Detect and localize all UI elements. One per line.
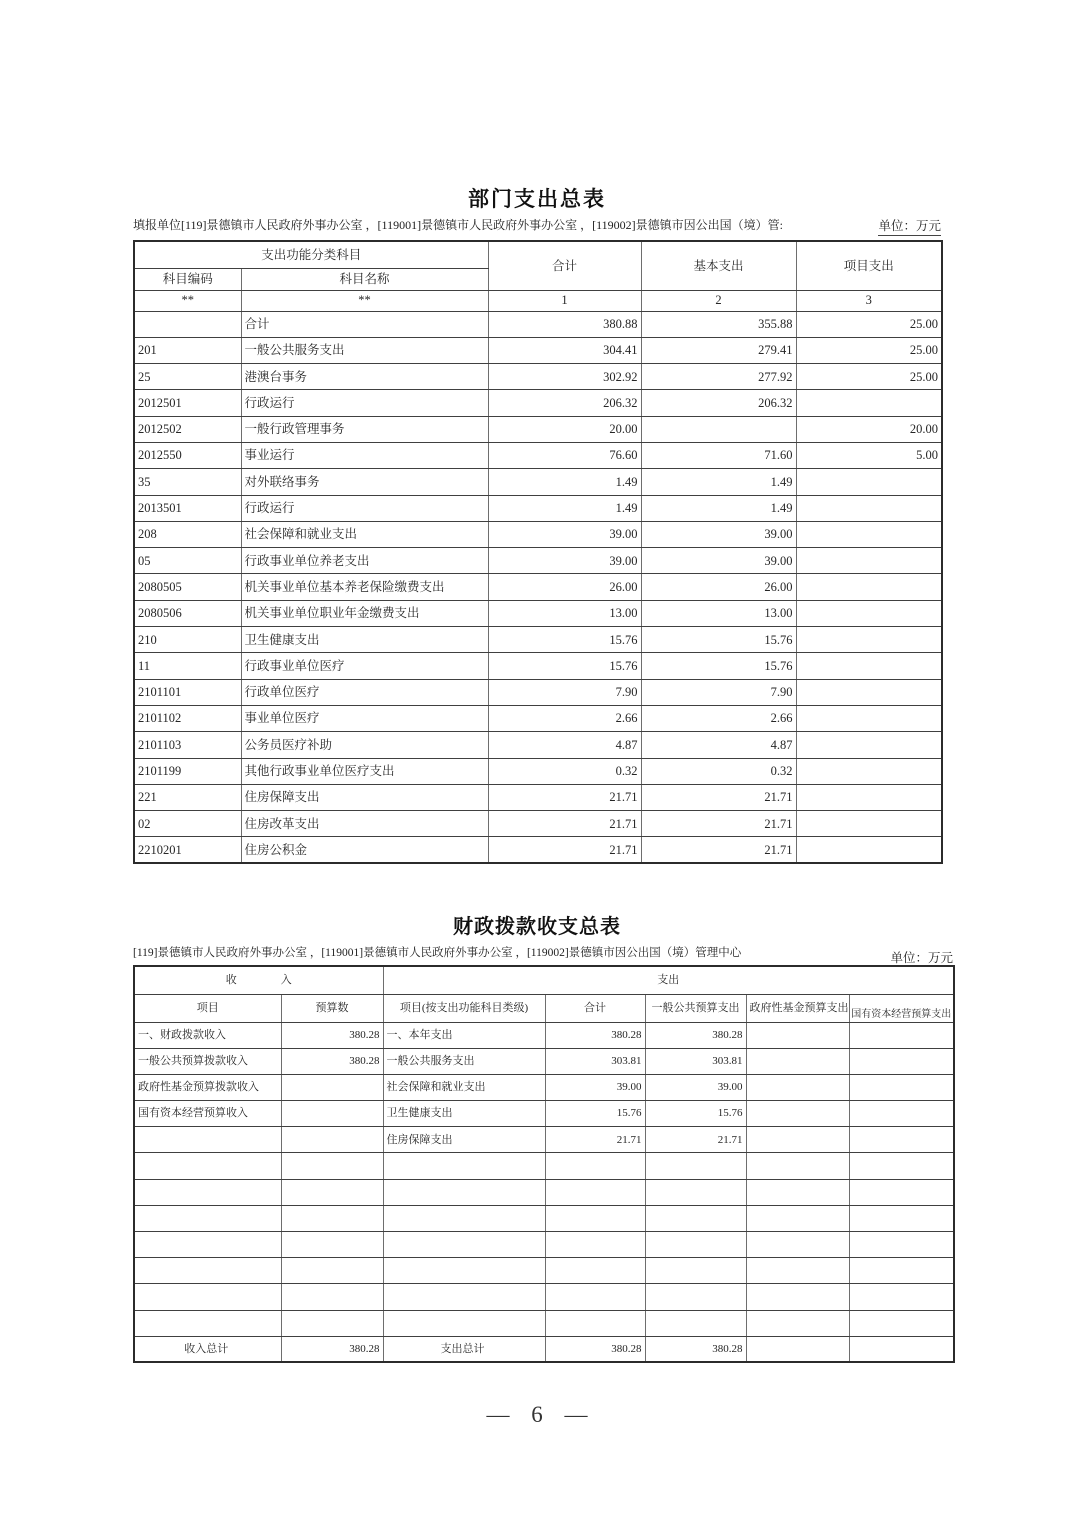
total-cell: 380.28 xyxy=(545,1022,645,1048)
fiscal-row xyxy=(134,1074,954,1100)
gov-fund-budget-cell xyxy=(746,1048,849,1074)
basic-expenditure-cell: 13.00 xyxy=(641,600,796,626)
gov-fund-budget-cell xyxy=(746,1074,849,1100)
state-capital-budget-cell xyxy=(849,1022,954,1048)
expense-item-cell: 支出总计 xyxy=(383,1336,545,1362)
gov-fund-budget-cell xyxy=(746,1022,849,1048)
general-public-budget-cell: 303.81 xyxy=(645,1048,746,1074)
state-capital-budget-cell xyxy=(849,1232,954,1258)
col-header-gov-fund-budget: 政府性基金预算支出 xyxy=(746,994,849,1022)
total-cell: 20.00 xyxy=(488,416,641,442)
project-expenditure-cell xyxy=(796,653,942,679)
unit-label: 单位：万元 xyxy=(878,216,941,236)
department-expenditure-title: 部门支出总表 xyxy=(468,187,606,211)
subject-code-cell: 11 xyxy=(134,653,241,679)
subject-code-cell: 208 xyxy=(134,521,241,547)
department-expenditure-subtitle: 填报单位[119]景德镇市人民政府外事办公室 ，[119001]景德镇市人民政府外事办公室 ，[119002]景德镇市因公出国（境）管: xyxy=(133,218,783,232)
subject-code-cell: 2080506 xyxy=(134,600,241,626)
expense-item-cell xyxy=(383,1153,545,1179)
basic-expenditure-cell: 21.71 xyxy=(641,811,796,837)
income-item-cell xyxy=(134,1284,281,1310)
total-cell xyxy=(545,1310,645,1336)
total-cell: 21.71 xyxy=(488,784,641,810)
expenditure-row xyxy=(134,416,942,442)
basic-expenditure-cell: 7.90 xyxy=(641,679,796,705)
basic-expenditure-cell: 279.41 xyxy=(641,337,796,363)
state-capital-budget-cell xyxy=(849,1101,954,1127)
total-cell: 4.87 xyxy=(488,732,641,758)
col-header-budget-amount: 预算数 xyxy=(281,994,383,1022)
gov-fund-budget-cell xyxy=(746,1127,849,1153)
total-cell xyxy=(545,1205,645,1231)
budget-amount-cell xyxy=(281,1310,383,1336)
expenditure-row xyxy=(134,600,942,626)
subject-name-cell: 住房改革支出 xyxy=(241,811,488,837)
gov-fund-budget-cell xyxy=(746,1258,849,1284)
project-expenditure-cell: 25.00 xyxy=(796,364,942,390)
col-header-expense-item: 项目(按支出功能科目类级) xyxy=(383,994,545,1022)
expenditure-row xyxy=(134,574,942,600)
subject-name-cell: 住房公积金 xyxy=(241,837,488,863)
state-capital-budget-cell xyxy=(849,1205,954,1231)
state-capital-budget-cell xyxy=(849,1179,954,1205)
expenditure-row xyxy=(134,837,942,863)
page-number: — 6 — xyxy=(486,1402,588,1427)
subject-name-cell: 其他行政事业单位医疗支出 xyxy=(241,758,488,784)
expenditure-row xyxy=(134,311,942,337)
income-item-cell xyxy=(134,1127,281,1153)
col-header-total: 合计 xyxy=(488,241,641,290)
fiscal-row xyxy=(134,1232,954,1258)
project-expenditure-cell: 5.00 xyxy=(796,442,942,468)
basic-expenditure-cell xyxy=(641,416,796,442)
subject-name-cell: 行政运行 xyxy=(241,390,488,416)
state-capital-budget-cell xyxy=(849,1153,954,1179)
project-expenditure-cell xyxy=(796,627,942,653)
subject-code-cell: 210 xyxy=(134,627,241,653)
expense-item-cell: 社会保障和就业支出 xyxy=(383,1074,545,1100)
subject-code-cell: 2101199 xyxy=(134,758,241,784)
subject-name-cell: 港澳台事务 xyxy=(241,364,488,390)
state-capital-budget-cell xyxy=(849,1258,954,1284)
total-cell: 304.41 xyxy=(488,337,641,363)
expense-item-cell: 一、本年支出 xyxy=(383,1022,545,1048)
project-expenditure-cell xyxy=(796,469,942,495)
col-group-expenditure: 支出 xyxy=(383,966,954,994)
income-item-cell xyxy=(134,1153,281,1179)
subject-name-cell: 对外联络事务 xyxy=(241,469,488,495)
general-public-budget-cell: 380.28 xyxy=(645,1022,746,1048)
col-number-1: 1 xyxy=(488,290,641,311)
expense-item-cell: 卫生健康支出 xyxy=(383,1101,545,1127)
expense-item-cell: 住房保障支出 xyxy=(383,1127,545,1153)
expenditure-row xyxy=(134,442,942,468)
fiscal-row xyxy=(134,1179,954,1205)
col-number-3: 3 xyxy=(796,290,942,311)
project-expenditure-cell xyxy=(796,705,942,731)
income-item-cell xyxy=(134,1179,281,1205)
basic-expenditure-cell: 26.00 xyxy=(641,574,796,600)
project-expenditure-cell xyxy=(796,574,942,600)
subject-code-cell: 2012502 xyxy=(134,416,241,442)
basic-expenditure-cell: 39.00 xyxy=(641,521,796,547)
code-placeholder: ** xyxy=(134,290,241,311)
table2-header-row-2 xyxy=(134,994,954,1022)
total-cell: 302.92 xyxy=(488,364,641,390)
basic-expenditure-cell: 4.87 xyxy=(641,732,796,758)
gov-fund-budget-cell xyxy=(746,1284,849,1310)
state-capital-budget-cell xyxy=(849,1048,954,1074)
basic-expenditure-cell: 277.92 xyxy=(641,364,796,390)
budget-amount-cell xyxy=(281,1074,383,1100)
subject-name-cell: 事业单位医疗 xyxy=(241,705,488,731)
subject-code-cell: 2210201 xyxy=(134,837,241,863)
subject-code-cell xyxy=(134,311,241,337)
unit-label: 单位：万元 xyxy=(890,948,953,968)
project-expenditure-cell xyxy=(796,784,942,810)
subject-name-cell: 公务员医疗补助 xyxy=(241,732,488,758)
project-expenditure-cell xyxy=(796,521,942,547)
basic-expenditure-cell: 1.49 xyxy=(641,469,796,495)
table1-header-row-1 xyxy=(134,241,942,268)
col-header-basic-expenditure: 基本支出 xyxy=(641,241,796,290)
budget-amount-cell xyxy=(281,1205,383,1231)
budget-amount-cell xyxy=(281,1232,383,1258)
total-cell: 2.66 xyxy=(488,705,641,731)
subject-name-cell: 行政事业单位养老支出 xyxy=(241,548,488,574)
subject-name-cell: 住房保障支出 xyxy=(241,784,488,810)
total-cell: 26.00 xyxy=(488,574,641,600)
project-expenditure-cell xyxy=(796,732,942,758)
subject-name-cell: 机关事业单位职业年金缴费支出 xyxy=(241,600,488,626)
subject-name-cell: 机关事业单位基本养老保险缴费支出 xyxy=(241,574,488,600)
state-capital-budget-cell xyxy=(849,1127,954,1153)
project-expenditure-cell xyxy=(796,548,942,574)
total-cell xyxy=(545,1179,645,1205)
table2-header-row-1 xyxy=(134,966,954,994)
total-cell: 21.71 xyxy=(488,837,641,863)
total-cell: 21.71 xyxy=(545,1127,645,1153)
col-group-income: 收 入 xyxy=(134,966,383,994)
general-public-budget-cell xyxy=(645,1284,746,1310)
total-cell: 7.90 xyxy=(488,679,641,705)
general-public-budget-cell: 15.76 xyxy=(645,1101,746,1127)
fiscal-row xyxy=(134,1153,954,1179)
income-item-cell: 国有资本经营预算收入 xyxy=(134,1101,281,1127)
basic-expenditure-cell: 0.32 xyxy=(641,758,796,784)
project-expenditure-cell xyxy=(796,837,942,863)
fiscal-total-row xyxy=(134,1336,954,1362)
total-cell: 15.76 xyxy=(488,653,641,679)
table1-placeholder-row xyxy=(134,290,942,311)
fiscal-row xyxy=(134,1310,954,1336)
fiscal-appropriation-table xyxy=(133,965,955,1363)
subject-name-cell: 行政单位医疗 xyxy=(241,679,488,705)
budget-amount-cell xyxy=(281,1258,383,1284)
general-public-budget-cell xyxy=(645,1310,746,1336)
col-group-function-subjects: 支出功能分类科目 xyxy=(134,241,488,268)
project-expenditure-cell xyxy=(796,495,942,521)
general-public-budget-cell xyxy=(645,1205,746,1231)
total-cell: 76.60 xyxy=(488,442,641,468)
fiscal-row xyxy=(134,1127,954,1153)
basic-expenditure-cell: 21.71 xyxy=(641,784,796,810)
expense-item-cell xyxy=(383,1179,545,1205)
total-cell: 206.32 xyxy=(488,390,641,416)
basic-expenditure-cell: 39.00 xyxy=(641,548,796,574)
fiscal-row xyxy=(134,1205,954,1231)
income-item-cell: 政府性基金预算拨款收入 xyxy=(134,1074,281,1100)
total-cell: 1.49 xyxy=(488,495,641,521)
gov-fund-budget-cell xyxy=(746,1205,849,1231)
subject-name-cell: 行政运行 xyxy=(241,495,488,521)
subject-name-cell: 合计 xyxy=(241,311,488,337)
col-header-subject-name: 科目名称 xyxy=(241,268,488,290)
income-item-cell xyxy=(134,1310,281,1336)
subject-name-cell: 社会保障和就业支出 xyxy=(241,521,488,547)
total-cell: 303.81 xyxy=(545,1048,645,1074)
col-header-subject-code: 科目编码 xyxy=(134,268,241,290)
budget-amount-cell xyxy=(281,1179,383,1205)
total-cell: 21.71 xyxy=(488,811,641,837)
expenditure-row xyxy=(134,811,942,837)
basic-expenditure-cell: 2.66 xyxy=(641,705,796,731)
state-capital-budget-cell xyxy=(849,1310,954,1336)
total-cell: 380.28 xyxy=(545,1336,645,1362)
state-capital-budget-cell xyxy=(849,1284,954,1310)
total-cell: 15.76 xyxy=(488,627,641,653)
expense-item-cell xyxy=(383,1205,545,1231)
subject-code-cell: 221 xyxy=(134,784,241,810)
gov-fund-budget-cell xyxy=(746,1179,849,1205)
expenditure-row xyxy=(134,521,942,547)
total-cell: 1.49 xyxy=(488,469,641,495)
total-cell: 380.88 xyxy=(488,311,641,337)
subject-name-cell: 事业运行 xyxy=(241,442,488,468)
total-cell xyxy=(545,1284,645,1310)
fiscal-appropriation-subtitle: [119]景德镇市人民政府外事办公室 ，[119001]景德镇市人民政府外事办公室 ，[119002]景德镇市因公出国（境）管理中心 xyxy=(133,947,742,959)
gov-fund-budget-cell xyxy=(746,1336,849,1362)
total-cell xyxy=(545,1232,645,1258)
income-item-cell: 收入总计 xyxy=(134,1336,281,1362)
fiscal-row xyxy=(134,1101,954,1127)
fiscal-row xyxy=(134,1258,954,1284)
general-public-budget-cell: 380.28 xyxy=(645,1336,746,1362)
state-capital-budget-cell xyxy=(849,1336,954,1362)
subject-code-cell: 2101102 xyxy=(134,705,241,731)
subject-code-cell: 2080505 xyxy=(134,574,241,600)
budget-amount-cell xyxy=(281,1284,383,1310)
general-public-budget-cell xyxy=(645,1179,746,1205)
subject-name-cell: 一般行政管理事务 xyxy=(241,416,488,442)
gov-fund-budget-cell xyxy=(746,1310,849,1336)
fiscal-row xyxy=(134,1048,954,1074)
expenditure-row xyxy=(134,679,942,705)
expenditure-row xyxy=(134,390,942,416)
subject-code-cell: 201 xyxy=(134,337,241,363)
income-item-cell xyxy=(134,1232,281,1258)
col-number-2: 2 xyxy=(641,290,796,311)
subject-name-cell: 行政事业单位医疗 xyxy=(241,653,488,679)
total-cell xyxy=(545,1258,645,1284)
general-public-budget-cell: 39.00 xyxy=(645,1074,746,1100)
subject-code-cell: 2101103 xyxy=(134,732,241,758)
expense-item-cell: 一般公共服务支出 xyxy=(383,1048,545,1074)
total-cell xyxy=(545,1153,645,1179)
expenditure-row xyxy=(134,732,942,758)
subject-code-cell: 2012501 xyxy=(134,390,241,416)
basic-expenditure-cell: 71.60 xyxy=(641,442,796,468)
subject-code-cell: 2013501 xyxy=(134,495,241,521)
basic-expenditure-cell: 206.32 xyxy=(641,390,796,416)
basic-expenditure-cell: 1.49 xyxy=(641,495,796,521)
col-header-state-capital-budget: 国有资本经营预算支出 xyxy=(849,994,954,1022)
col-header-total: 合计 xyxy=(545,994,645,1022)
subject-code-cell: 2012550 xyxy=(134,442,241,468)
fiscal-appropriation-title: 财政拨款收支总表 xyxy=(453,916,621,938)
fiscal-row xyxy=(134,1284,954,1310)
project-expenditure-cell xyxy=(796,811,942,837)
budget-amount-cell xyxy=(281,1101,383,1127)
expenditure-row xyxy=(134,784,942,810)
budget-amount-cell xyxy=(281,1153,383,1179)
total-cell: 13.00 xyxy=(488,600,641,626)
basic-expenditure-cell: 21.71 xyxy=(641,837,796,863)
expense-item-cell xyxy=(383,1258,545,1284)
general-public-budget-cell: 21.71 xyxy=(645,1127,746,1153)
total-cell: 39.00 xyxy=(545,1074,645,1100)
income-item-cell xyxy=(134,1258,281,1284)
general-public-budget-cell xyxy=(645,1232,746,1258)
basic-expenditure-cell: 15.76 xyxy=(641,627,796,653)
gov-fund-budget-cell xyxy=(746,1101,849,1127)
subject-code-cell: 2101101 xyxy=(134,679,241,705)
subject-code-cell: 02 xyxy=(134,811,241,837)
total-cell: 0.32 xyxy=(488,758,641,784)
project-expenditure-cell xyxy=(796,679,942,705)
subject-name-cell: 卫生健康支出 xyxy=(241,627,488,653)
project-expenditure-cell xyxy=(796,600,942,626)
budget-amount-cell: 380.28 xyxy=(281,1022,383,1048)
subject-code-cell: 25 xyxy=(134,364,241,390)
subject-name-cell: 一般公共服务支出 xyxy=(241,337,488,363)
total-cell: 39.00 xyxy=(488,521,641,547)
name-placeholder: ** xyxy=(241,290,488,311)
expenditure-row xyxy=(134,337,942,363)
col-header-project-expenditure: 项目支出 xyxy=(796,241,942,290)
gov-fund-budget-cell xyxy=(746,1232,849,1258)
expenditure-row xyxy=(134,705,942,731)
expenditure-row xyxy=(134,653,942,679)
project-expenditure-cell: 20.00 xyxy=(796,416,942,442)
expense-item-cell xyxy=(383,1232,545,1258)
income-item-cell: 一、财政拨款收入 xyxy=(134,1022,281,1048)
budget-amount-cell xyxy=(281,1127,383,1153)
project-expenditure-cell: 25.00 xyxy=(796,311,942,337)
expenditure-row xyxy=(134,548,942,574)
income-item-cell: 一般公共预算拨款收入 xyxy=(134,1048,281,1074)
budget-amount-cell: 380.28 xyxy=(281,1336,383,1362)
expenditure-row xyxy=(134,469,942,495)
project-expenditure-cell xyxy=(796,390,942,416)
project-expenditure-cell: 25.00 xyxy=(796,337,942,363)
general-public-budget-cell xyxy=(645,1153,746,1179)
expenditure-row xyxy=(134,627,942,653)
subject-code-cell: 05 xyxy=(134,548,241,574)
col-header-general-public-budget: 一般公共预算支出 xyxy=(645,994,746,1022)
budget-amount-cell: 380.28 xyxy=(281,1048,383,1074)
total-cell: 39.00 xyxy=(488,548,641,574)
fiscal-row xyxy=(134,1022,954,1048)
project-expenditure-cell xyxy=(796,758,942,784)
expenditure-row xyxy=(134,364,942,390)
expenditure-row xyxy=(134,495,942,521)
col-header-income-item: 项目 xyxy=(134,994,281,1022)
expenditure-row xyxy=(134,758,942,784)
income-item-cell xyxy=(134,1205,281,1231)
general-public-budget-cell xyxy=(645,1258,746,1284)
gov-fund-budget-cell xyxy=(746,1153,849,1179)
state-capital-budget-cell xyxy=(849,1074,954,1100)
basic-expenditure-cell: 15.76 xyxy=(641,653,796,679)
subject-code-cell: 35 xyxy=(134,469,241,495)
department-expenditure-table xyxy=(133,240,943,864)
expense-item-cell xyxy=(383,1310,545,1336)
expense-item-cell xyxy=(383,1284,545,1310)
basic-expenditure-cell: 355.88 xyxy=(641,311,796,337)
total-cell: 15.76 xyxy=(545,1101,645,1127)
